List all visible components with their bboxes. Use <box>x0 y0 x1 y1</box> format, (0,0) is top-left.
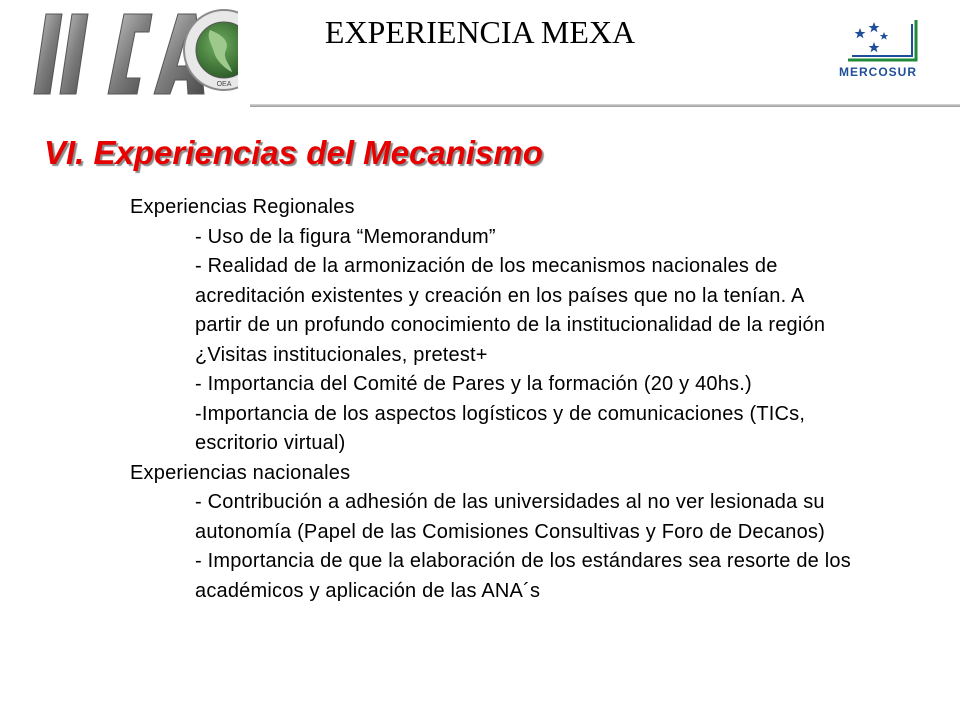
list-item: - Importancia del Comité de Pares y la formación (20 y 40hs.) <box>195 373 752 395</box>
slide-body <box>0 193 960 606</box>
list-item: - Realidad de la armonización de los mecanismos nacionales de acreditación existentes y creación en los países que no la tenían. A partir de un profundo conocimiento de la institucionalidad de la región ¿Visitas institucionales, pretest+ <box>195 255 826 366</box>
header-title: EXPERIENCIA MEXA <box>324 14 636 50</box>
national-heading: Experiencias nacionales <box>130 461 351 484</box>
list-item: - Uso de la figura “Memorandum” <box>195 225 496 248</box>
list-item: -Importancia de los aspectos logísticos y de comunicaciones (TICs, escritorio virtual) <box>195 402 806 454</box>
list-item: - Importancia de que la elaboración de los estándares sea resorte de los académicos y aplicación de las ANA´s <box>195 550 851 602</box>
list-item: - Contribución a adhesión de las universidades al no ver lesionada su autonomía (Papel de las Comisiones Consultivas y Foro de Decanos) <box>195 491 825 543</box>
mercosur-logo-icon <box>830 16 926 94</box>
mercosur-logo-text: MERCOSUR <box>838 65 918 79</box>
mercosur-logo <box>830 16 926 94</box>
header-divider <box>250 104 960 107</box>
section-title: VI. Experiencias del Mecanismo <box>44 134 543 171</box>
regional-heading: Experiencias Regionales <box>130 196 355 218</box>
seal-oea-text: OEA <box>216 81 232 88</box>
